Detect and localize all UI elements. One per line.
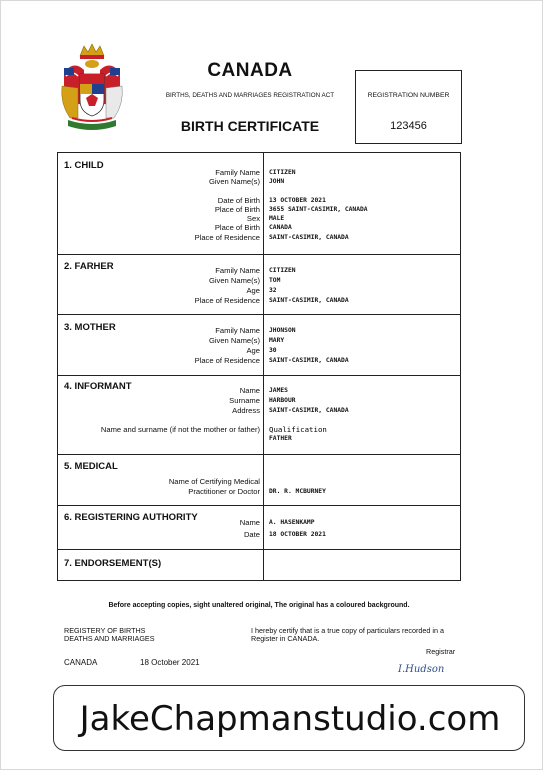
particulars-table <box>57 152 461 581</box>
document-title: BIRTH CERTIFICATE <box>180 118 320 134</box>
certify-line-2: Register in CANADA. <box>251 634 320 643</box>
field-label: Practitioner or Doctor <box>188 487 260 496</box>
father-given-names: TOM <box>269 277 281 284</box>
registration-box <box>355 70 462 144</box>
section-medical <box>58 455 460 506</box>
registering-name: A. HASENKAMP <box>269 519 315 526</box>
section-father <box>58 255 460 315</box>
field-label: Family Name <box>215 266 260 275</box>
field-label: Name and surname (if not the mother or father) <box>100 425 260 434</box>
child-place-of-birth: 3655 SAINT-CASIMIR, CANADA <box>269 206 368 213</box>
registrar-label: Registrar <box>426 647 456 656</box>
section-mother <box>58 315 460 376</box>
section-title: 3. MOTHER <box>64 322 116 333</box>
child-sex: MALE <box>269 215 285 222</box>
mother-given-names: MARY <box>269 337 285 344</box>
section-title: 6. REGISTERING AUTHORITY <box>64 512 198 523</box>
qualification-label: Qualification <box>269 425 327 434</box>
coat-of-arms-icon <box>58 42 126 134</box>
issue-place: CANADA <box>64 658 98 667</box>
field-label: Place of Birth <box>214 205 260 214</box>
field-label: Date of Birth <box>217 196 260 205</box>
field-label: Sex <box>246 214 260 223</box>
informant-name: JAMES <box>269 387 288 394</box>
watermark-banner <box>53 685 525 751</box>
field-label: Surname <box>229 396 260 405</box>
section-child <box>58 153 460 255</box>
field-label: Family Name <box>215 326 260 335</box>
field-label: Family Name <box>215 168 260 177</box>
section-title: 7. ENDORSEMENT(S) <box>64 558 162 569</box>
field-label: Given Name(s) <box>208 276 260 285</box>
registry-line-2: DEATHS AND MARRIAGES <box>64 634 155 643</box>
country-heading: CANADA <box>207 60 293 81</box>
field-label: Place of Residence <box>194 233 260 242</box>
field-label: Age <box>246 286 260 295</box>
child-family-name: CITIZEN <box>269 169 296 176</box>
father-family-name: CITIZEN <box>269 267 296 274</box>
informant-address: SAINT-CASIMIR, CANADA <box>269 407 349 414</box>
section-title: 4. INFORMANT <box>64 381 132 392</box>
mother-age: 30 <box>269 347 277 354</box>
section-title: 1. CHILD <box>64 160 104 171</box>
act-subtitle: BIRTHS, DEATHS AND MARRIAGES REGISTRATION ACT <box>165 92 335 99</box>
section-title: 5. MEDICAL <box>64 461 118 472</box>
section-registering-authority <box>58 506 460 550</box>
field-label: Place of Residence <box>194 296 260 305</box>
field-label: Given Name(s) <box>208 177 260 186</box>
field-label: Name <box>239 518 260 527</box>
field-label: Given Name(s) <box>208 336 260 345</box>
father-age: 32 <box>269 287 277 294</box>
registrar-signature: I.Hudson <box>398 664 445 675</box>
registration-label: REGISTRATION NUMBER <box>367 92 450 99</box>
original-notice: Before accepting copies, sight unaltered original, The original has a coloured background. <box>108 602 410 609</box>
watermark-text: JakeChapmanstudio.com <box>79 699 501 739</box>
field-label: Name of Certifying Medical <box>168 477 260 486</box>
child-date-of-birth: 13 OCTOBER 2021 <box>269 197 326 204</box>
issue-date: 18 October 2021 <box>140 658 200 667</box>
mother-family-name: JHONSON <box>269 327 296 334</box>
informant-qualification: FATHER <box>269 435 292 442</box>
registry-line-1: REGISTERY OF BIRTHS <box>64 626 146 635</box>
mother-residence: SAINT-CASIMIR, CANADA <box>269 357 349 364</box>
child-country-of-birth: CANADA <box>269 224 292 231</box>
medical-practitioner: DR. R. MCBURNEY <box>269 488 326 495</box>
section-title: 2. FARHER <box>64 261 114 272</box>
field-label: Address <box>232 406 260 415</box>
field-label: Date <box>243 530 260 539</box>
father-residence: SAINT-CASIMIR, CANADA <box>269 297 349 304</box>
registration-number: 123456 <box>390 120 427 132</box>
field-label: Place of Residence <box>194 356 260 365</box>
field-label: Name <box>239 386 260 395</box>
certify-line-1: I hereby certify that is a true copy of particulars recorded in a <box>251 626 444 635</box>
informant-surname: HARBOUR <box>269 397 296 404</box>
section-informant <box>58 376 460 455</box>
field-label: Age <box>246 346 260 355</box>
child-residence: SAINT-CASIMIR, CANADA <box>269 234 349 241</box>
section-endorsements <box>58 550 460 580</box>
child-given-names: JOHN <box>269 178 285 185</box>
registering-date: 18 OCTOBER 2021 <box>269 531 326 538</box>
field-label: Place of Birth <box>214 223 260 232</box>
